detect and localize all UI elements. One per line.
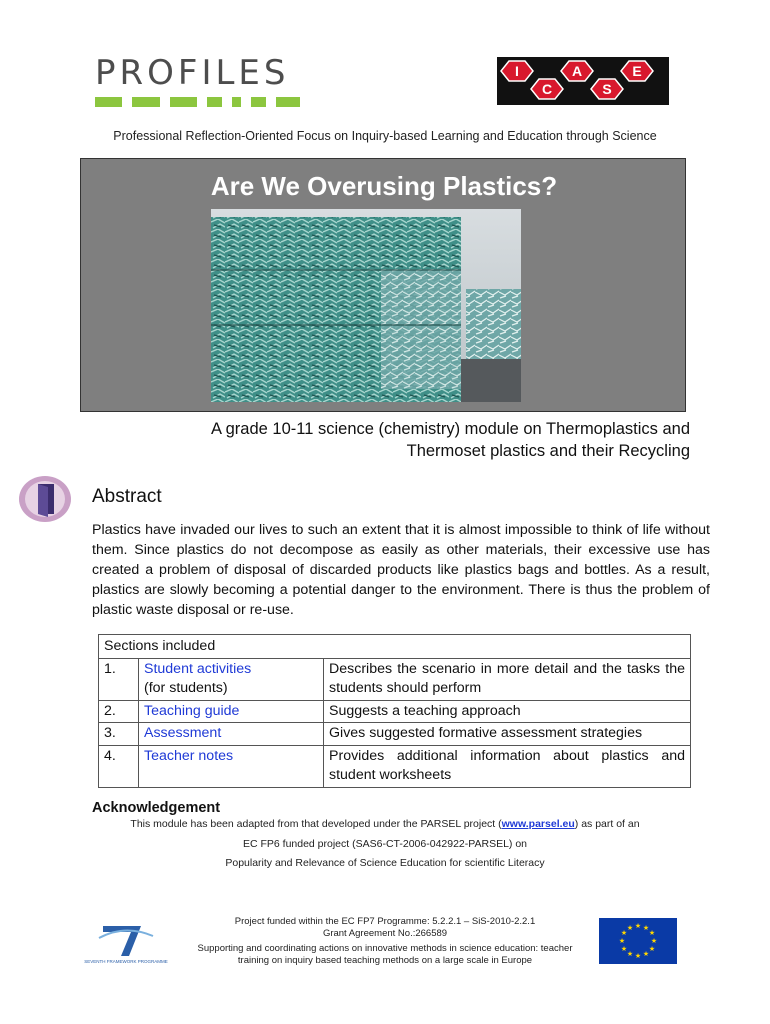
- section-title-cell: [139, 658, 324, 700]
- svg-text:★: ★: [648, 945, 656, 953]
- section-title-cell: [139, 700, 324, 723]
- icase-letter: I: [515, 63, 519, 79]
- teacher-notes-link[interactable]: Teacher notes: [144, 747, 234, 764]
- section-title-cell: [139, 745, 324, 787]
- section-description: Provides additional information about plastics and student worksheets: [324, 745, 691, 787]
- svg-text:★: ★: [620, 929, 628, 937]
- module-title: Are We Overusing Plastics?: [210, 171, 558, 201]
- svg-text:★: ★: [634, 952, 642, 960]
- table-row: [99, 723, 691, 746]
- table-row: [99, 700, 691, 723]
- table-header-row: [99, 635, 691, 659]
- svg-text:★: ★: [642, 950, 650, 958]
- section-description: Suggests a teaching approach: [324, 700, 691, 723]
- footer-line: training on inquiry based teaching methods on a large scale in Europe: [237, 955, 533, 966]
- plastic-bales-photo: [211, 209, 521, 402]
- section-number: 1.: [99, 658, 139, 700]
- table-row: [99, 658, 691, 700]
- icase-letter: S: [602, 81, 612, 97]
- acknowledgement-line: Popularity and Relevance of Science Education for scientific Literacy: [225, 857, 545, 869]
- parsel-link[interactable]: www.parsel.eu: [501, 818, 575, 830]
- footer-line: Supporting and coordinating actions on innovative methods in science education: teacher: [197, 943, 573, 954]
- ack-text: This module has been adapted from that developed under the PARSEL project (: [130, 818, 502, 830]
- ack-text: ) as part of an: [574, 818, 640, 830]
- section-description: Gives suggested formative assessment strategies: [324, 723, 691, 746]
- cover-panel: [80, 158, 686, 412]
- assessment-link[interactable]: Assessment: [144, 725, 222, 741]
- abstract-heading: Abstract: [92, 486, 162, 507]
- svg-text:★: ★: [618, 937, 626, 945]
- teaching-guide-link[interactable]: Teaching guide: [144, 702, 240, 719]
- table-row: [99, 745, 691, 787]
- tagline: Professional Reflection-Oriented Focus on Inquiry-based Learning and Education through Science: [113, 129, 657, 143]
- svg-text:★: ★: [626, 924, 634, 932]
- icase-logo: [497, 57, 669, 105]
- profiles-logo-bar: [95, 97, 300, 107]
- eu-flag-icon: [599, 918, 677, 964]
- icase-letter: A: [571, 63, 583, 79]
- svg-text:★: ★: [620, 945, 628, 953]
- section-description: Describes the scenario in more detail and the tasks the students should perform: [324, 658, 691, 700]
- section-number: 3.: [99, 723, 139, 746]
- acknowledgement-line: [0, 818, 770, 830]
- profiles-logo: [95, 53, 300, 112]
- acknowledgement-heading: Acknowledgement: [92, 800, 221, 816]
- svg-text:★: ★: [650, 937, 658, 945]
- icase-letter: E: [632, 63, 642, 79]
- abstract-body: Plastics have invaded our lives to such an extent that it is almost impossible to think of life without them. Since plastics do not decompose as easily as other materials, their excessive use has created a problem of disposal of discarded products like plastics bags and bottles. As a result, plastics are slowly becoming a potential danger to the environment. There is thus the problem of plastic waste disposal or re-use.: [92, 522, 710, 618]
- subtitle-line: Thermoset plastics and their Recycling: [406, 442, 690, 460]
- footer-line: Project funded within the EC FP7 Programme: 5.2.2.1 – SiS-2010-2.2.1: [234, 916, 536, 927]
- section-title-cell: [139, 723, 324, 746]
- subtitle-line: A grade 10-11 science (chemistry) module on Thermoplastics and: [210, 420, 690, 438]
- section-title-note: (for students): [144, 680, 228, 696]
- svg-text:★: ★: [642, 924, 650, 932]
- svg-text:★: ★: [634, 922, 642, 930]
- svg-text:★: ★: [626, 950, 634, 958]
- svg-text:★: ★: [648, 929, 656, 937]
- module-subtitle: [130, 418, 690, 462]
- student-activities-link[interactable]: Student activities: [144, 660, 252, 677]
- sections-header: Sections included: [99, 635, 691, 659]
- profiles-logo-text: PROFILES: [95, 53, 290, 93]
- sections-table: [98, 634, 691, 788]
- section-number: 2.: [99, 700, 139, 723]
- footer-line: Grant Agreement No.:266589: [322, 928, 448, 939]
- acknowledgement-line: EC FP6 funded project (SAS6-CT-2006-042922-PARSEL) on: [242, 838, 528, 850]
- section-number: 4.: [99, 745, 139, 787]
- icase-letter: C: [541, 81, 553, 97]
- door-icon: [18, 474, 72, 524]
- fp7-logo-text: SEVENTH FRAMEWORK PROGRAMME: [84, 959, 168, 964]
